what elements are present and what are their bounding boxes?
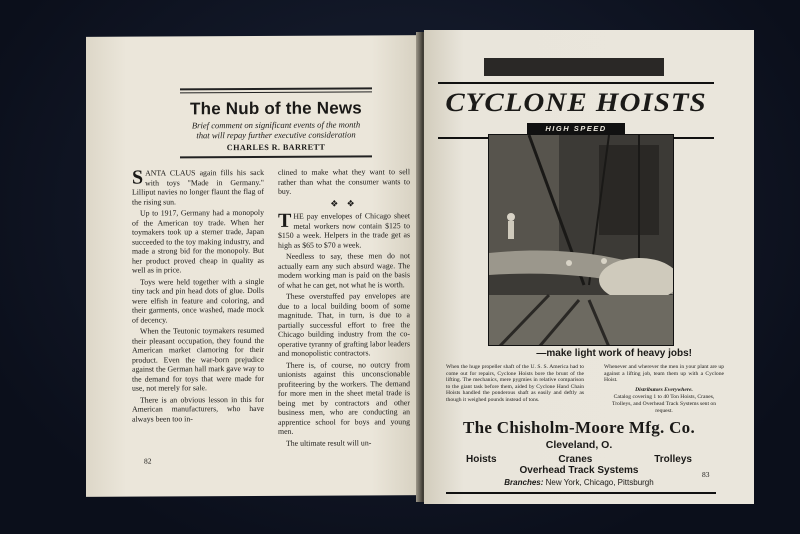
product-item-overhead: Overhead Track Systems [519, 465, 639, 476]
brand-title: CYCLONE HOISTS [445, 88, 707, 118]
article-author: CHARLES R. BARRETT [226, 142, 326, 153]
paragraph: These overstuffed pay envelopes are due to a local building boom of some magnitude. That, in turn, is due to a partially successful effort to free the Chicago building industry from the co-operative tyranny of grafting labor leaders and monopolistic contractors. [278, 291, 410, 358]
ad-bottom-rule [446, 492, 716, 494]
header-rule-bottom [180, 155, 372, 158]
brand-rule-top [438, 82, 714, 84]
magazine-page-left [86, 35, 422, 497]
page-number-left: 82 [144, 456, 152, 466]
branches-label: Branches: [504, 478, 544, 487]
paragraph: There is, of course, no outcry from unionists against this unconscionable profiteering by the workers. The demand for more men in the sheet metal trade is being met by contractors and other business men, who are conducting an apprentice school for boys and young men. [278, 359, 410, 436]
branches-list: New York, Chicago, Pittsburgh [545, 478, 654, 487]
company-block [434, 418, 724, 487]
product-list [434, 454, 724, 465]
paragraph: clined to make what they want to sell rather than what the consumer wants to buy. [278, 167, 410, 196]
paragraph: When the Teutonic toymakers resumed their pleasant occupation, they found the American market clamoring for their product. Even the war-born prejudice against the German hall mark gave way to the demand for toys that were made for use, not merely for sale. [132, 325, 264, 393]
header-rule-top-thin [180, 91, 372, 93]
paragraph: There is an obvious lesson in this for American manufacturers, who have always been too in- [132, 394, 264, 424]
article-subtitle-line1: Brief comment on significant events of the month [191, 119, 361, 131]
article-column-2 [278, 167, 410, 450]
company-city: Cleveland, O. [545, 439, 613, 451]
paragraph: SANTA CLAUS again fills his sack with toys "Made in Germany." Lilliput navies no longer flaunt the flag of the rising sun. [132, 166, 264, 207]
ad-body-right-text: Whenever and wherever the men in your plant are up against a lifting job, team them up with a Cyclone Hoist. [604, 364, 724, 384]
paragraph: Toys were held together with a single tiny tack and pin head dots of glue. Dolls were elfish in feature and coloring, and their garments, once washed, made mock of decency. [132, 276, 264, 325]
article-subtitle-line2: that will repay further executive consideration [196, 129, 356, 141]
brand-tag: HIGH SPEED [527, 123, 624, 134]
hoist-photo-illustration [489, 135, 674, 346]
article-column-1 [132, 168, 264, 426]
branches-line [434, 478, 724, 487]
ad-top-bar [484, 58, 664, 76]
company-name: The Chisholm-Moore Mfg. Co. [462, 418, 696, 437]
paragraph: THE pay envelopes of Chicago sheet metal workers now contain $125 to $150 a week. Helpers in the trade get as high as $65 to $70 a week. [278, 209, 410, 250]
page-number-right: 83 [702, 470, 710, 479]
article-title: The Nub of the News [190, 98, 362, 119]
catalog-line: Catalog covering 1 to 40 Ton Hoists, Cranes, Trolleys, and Overhead Track Systems sent on request. [611, 394, 717, 414]
header-rule-top [180, 87, 372, 90]
ad-body-right [604, 364, 724, 414]
paragraph: Up to 1917, Germany had a monopoly of the American toy trade. When her toymakers took up a sterner trade, Japan succeeded to the toy making industry, and made a strong bid for the monopoly. But her product proved cheap in quality as well as in price. [132, 207, 264, 275]
paragraph: Needless to say, these men do not actually earn any such absurd wage. The modern working man is paid on the basis of what he can get, not what he is worth. [278, 251, 410, 290]
magazine-page-right [424, 30, 754, 504]
drop-cap: S [132, 166, 144, 189]
distributors-line: Distributors Everywhere. [635, 386, 693, 393]
ad-body-left: When the huge propeller shaft of the U. S. S. America had to come out for repairs, Cyclone Hoists bore the brunt of the lifting. The mechanics, mere pygmies in relative comparison to the giant task before them, aided by Cyclone Hand Chain Hoists handled the ponderous shaft as easily and deftly as though it weighed pounds instead of tons. [446, 364, 584, 403]
hoist-photograph [488, 134, 674, 346]
drop-cap: T [278, 209, 292, 232]
product-item: Cranes [558, 454, 593, 465]
article-header [178, 87, 374, 158]
section-ornament: ❖ ❖ [330, 197, 358, 209]
paragraph: The ultimate result will un- [286, 437, 372, 448]
product-item: Trolleys [654, 454, 692, 465]
ad-brand-block [438, 82, 714, 139]
product-item: Hoists [466, 454, 497, 465]
ad-slogan: —make light work of heavy jobs! [536, 348, 692, 359]
